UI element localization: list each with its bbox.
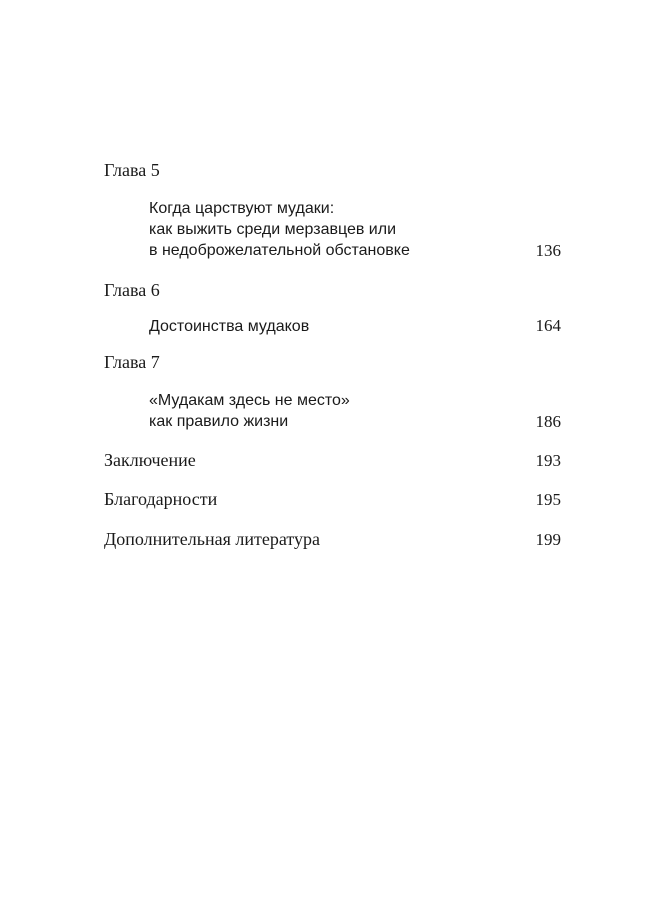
- chapter-5-label: Глава 5: [104, 160, 160, 180]
- chapter-6-page-number: 164: [535, 316, 561, 335]
- further-reading-page-number: 199: [535, 530, 561, 549]
- conclusion-title: Заключение: [104, 450, 196, 470]
- chapter-5-title-line: в недоброжелательной обстановке: [149, 242, 410, 259]
- chapter-5-title: [149, 198, 489, 261]
- chapter-5-title-line: как выжить среди мерзавцев или: [149, 221, 396, 238]
- chapter-7-title: [149, 390, 489, 432]
- chapter-5-title-line: Когда царствуют мудаки:: [149, 200, 335, 217]
- chapter-5-page-number: 136: [535, 241, 561, 260]
- further-reading-title: Дополнительная литература: [104, 529, 320, 549]
- acknowledgements-page-number: 195: [535, 490, 561, 509]
- chapter-6-title-line: Достоинства мудаков: [149, 318, 310, 335]
- chapter-7-label: Глава 7: [104, 352, 160, 372]
- chapter-7-title-line: «Мудакам здесь не место»: [149, 392, 350, 409]
- chapter-7-page-number: 186: [535, 412, 561, 431]
- conclusion-page-number: 193: [535, 451, 561, 470]
- acknowledgements-title: Благодарности: [104, 489, 218, 509]
- chapter-6-title: [149, 316, 489, 337]
- chapter-6-label: Глава 6: [104, 280, 160, 300]
- chapter-7-title-line: как правило жизни: [149, 413, 289, 430]
